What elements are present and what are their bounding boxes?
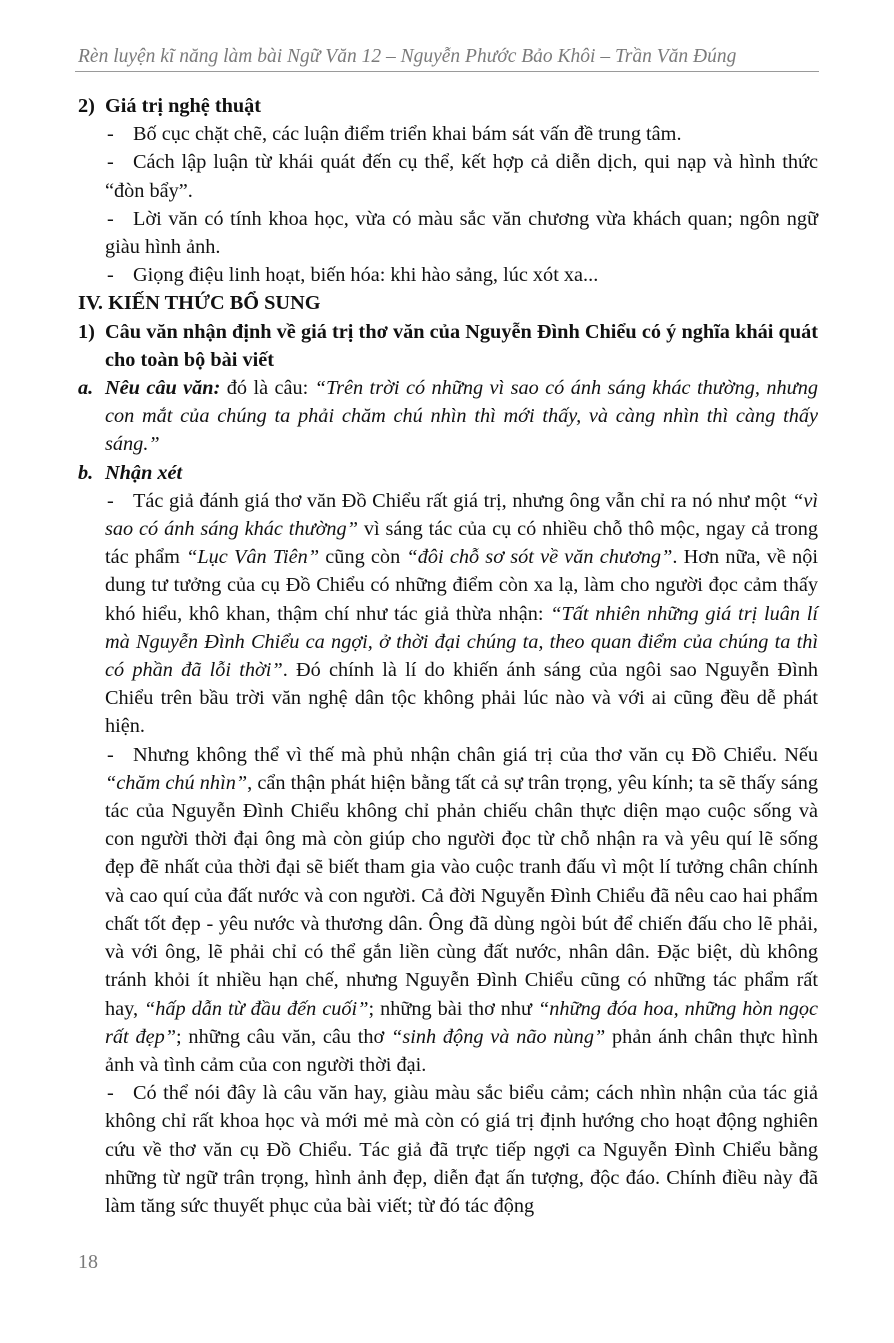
text-run: Tác giả đánh giá thơ văn Đồ Chiểu rất giá trị, nhưng ông vẫn chỉ ra nó như một (133, 489, 793, 512)
text-run: ; những câu văn, câu thơ (176, 1025, 392, 1048)
heading-number: 2) (78, 95, 95, 117)
bullet-item (78, 261, 818, 289)
text-run: Có thể nói đây là câu văn hay, giàu màu sắc biểu cảm; cách nhìn nhận của tác giả không chỉ rất khoa học và mới mẻ mà còn có giá trị định hướng cho hoạt động nghiên cứu về thơ văn cụ Đồ Chiểu. Tác giả đã trực tiếp ngợi ca Nguyễn Đình Chiểu bằng những từ ngữ trân trọng, hình ảnh đẹp, diễn đạt ấn tượng, độc đáo. Chính điều này đã làm tăng sức thuyết phục của bài viết; từ đó tác động (105, 1082, 818, 1217)
bullet-item (78, 487, 818, 741)
subitem-label: Nhận xét (105, 461, 183, 484)
text-run: cũng còn (319, 546, 407, 569)
quote: “Trên trời có những vì sao có ánh sáng khác thường, nhưng con mắt của chúng ta phải chăm chú nhìn thì mới thấy, và càng nhìn thì càng thấy sáng.” (105, 377, 818, 456)
text-run: . Hơn nữa, về nội dung tư tưởng của cụ Đồ Chiểu có những điểm còn xa lạ, làm cho người đọc cảm thấy khó hiểu, khô khan, thậm chí như tác giả thừa nhận: (105, 546, 819, 625)
text-run: Nhưng không thể vì thế mà phủ nhận chân giá trị của thơ văn cụ Đồ Chiểu. Nếu (133, 743, 818, 766)
text-run: , cẩn thận phát hiện bằng tất cả sự trân trọng, yêu kính; ta sẽ thấy sáng tác của Nguyễn Đình Chiểu không chỉ phản chiếu chân thực diện mạo cuộc sống và con người thời đại ông mà còn giúp cho người đọc từ chỗ nhận ra và yêu quí lẽ sống đẹp đẽ nhất của thời đại sẽ biết tham gia vào cuộc tranh đấu vì một lí tưởng chân chính và cao quí của đất nước và con người. Cả đời Nguyễn Đình Chiểu đã nêu cao hai phẩm chất tốt đẹp - yêu nước và thương dân. Ông đã dùng ngòi bút để chiến đấu cho lẽ phải, và với ông, lẽ phải chỉ có thể gắn liền cùng đất nước, nhân dân. Đặc biệt, dù không tránh khỏi ít nhiều hạn chế, nhưng Nguyễn Đình Chiểu cũng có những tác phẩm rất hay, (105, 771, 819, 1020)
commentary-list (78, 487, 818, 1220)
quote: “đôi chỗ sơ sót về văn chương” (406, 546, 673, 569)
subitem-b (78, 459, 818, 487)
quote: “vì sao có ánh sáng khác thường” (105, 489, 818, 541)
quote: “Lục Vân Tiên” (186, 546, 320, 569)
subitem-letter: a. (78, 377, 94, 400)
text-run: Cách lập luận từ khái quát đến cụ thể, kết hợp cả diễn dịch, qui nạp và hình thức “đòn bẩy”. (105, 151, 818, 202)
dash-marker: - (107, 743, 114, 766)
art-values-list (78, 120, 818, 289)
subitem-label: Nêu câu văn: (105, 377, 221, 400)
bullet-item (78, 148, 818, 204)
dash-marker: - (107, 151, 114, 174)
text-run: vì sáng tác của cụ có nhiều chỗ thô mộc, ngay cả trong tác phẩm (105, 518, 818, 569)
bullet-item (78, 205, 818, 261)
bullet-item (78, 1079, 818, 1220)
dash-marker: - (107, 1082, 114, 1105)
text-run: phản ánh chân thực hình ảnh và tình cảm của con người thời đại. (105, 1025, 818, 1076)
text-run: Giọng điệu linh hoạt, biến hóa: khi hào sảng, lúc xót xa... (133, 264, 599, 287)
text-run: . Đó chính là lí do khiến ánh sáng của ngôi sao Nguyễn Đình Chiểu trên bầu trời văn nghệ dân tộc không phải lúc nào và với ai cũng đều dễ phát hiện. (105, 659, 818, 738)
dash-marker: - (107, 123, 114, 146)
page-body (78, 92, 818, 1220)
dash-marker: - (107, 264, 114, 287)
bullet-item (78, 741, 818, 1079)
heading-art-values (78, 92, 818, 120)
quote: “chăm chú nhìn” (105, 771, 248, 794)
text-run: Bố cục chặt chẽ, các luận điểm triển khai bám sát vấn đề trung tâm. (133, 123, 682, 146)
quote: “những đóa hoa, những hòn ngọc rất đẹp” (105, 997, 819, 1048)
subitem-a (78, 374, 818, 459)
running-header: Rèn luyện kĩ năng làm bài Ngữ Văn 12 – Nguyễn Phước Bảo Khôi – Trần Văn Đúng (78, 46, 737, 67)
heading-text: Câu văn nhận định về giá trị thơ văn của Nguyễn Đình Chiểu có ý nghĩa khái quát cho toàn bộ bài viết (105, 320, 818, 371)
dash-marker: - (107, 207, 114, 230)
page-number: 18 (78, 1251, 98, 1273)
quote: “sinh động và não nùng” (391, 1025, 606, 1048)
subitem-letter: b. (78, 461, 94, 484)
quote: “hấp dẫn từ đầu đến cuối” (144, 997, 369, 1020)
subitem-text: đó là câu: (220, 377, 315, 400)
section-title: IV. KIẾN THỨC BỔ SUNG (78, 292, 321, 315)
header-rule (75, 71, 819, 72)
dash-marker: - (107, 489, 114, 512)
heading-text: Giá trị nghệ thuật (105, 95, 262, 117)
text-run: Lời văn có tính khoa học, vừa có màu sắc văn chương vừa khách quan; ngôn ngữ giàu hình ảnh. (105, 207, 818, 259)
bullet-item (78, 120, 818, 148)
quote: “Tất nhiên những giá trị luân lí mà Nguyễn Đình Chiểu ca ngợi, ở thời đại chúng ta, theo quan điểm của chúng ta thì có phần đã lỗi thời” (105, 602, 819, 682)
heading-number: 1) (78, 320, 95, 343)
heading-item-1 (78, 318, 818, 374)
text-run: ; những bài thơ như (368, 997, 538, 1020)
